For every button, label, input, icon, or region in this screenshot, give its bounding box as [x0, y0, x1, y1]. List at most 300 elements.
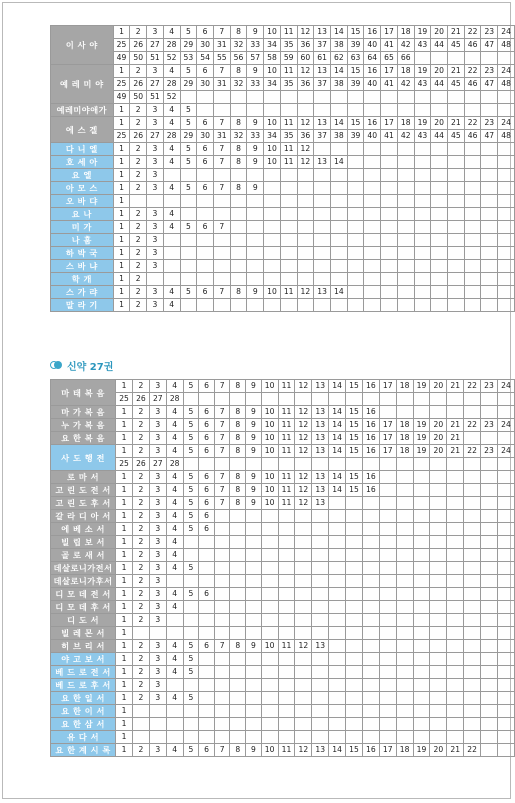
chapter-check-cell[interactable]: 2	[133, 575, 150, 588]
chapter-check-cell[interactable]: 8	[230, 380, 246, 393]
chapter-check-cell[interactable]: 13	[314, 156, 331, 169]
chapter-check-cell[interactable]: 3	[149, 744, 166, 757]
chapter-check-cell[interactable]: 5	[183, 523, 199, 536]
chapter-check-cell[interactable]: 2	[130, 299, 147, 312]
chapter-check-cell[interactable]: 19	[414, 117, 431, 130]
chapter-check-cell[interactable]: 8	[230, 484, 246, 497]
chapter-check-cell[interactable]: 2	[130, 182, 147, 195]
chapter-check-cell[interactable]: 42	[397, 130, 414, 143]
chapter-check-cell[interactable]: 11	[280, 143, 297, 156]
chapter-check-cell[interactable]: 7	[214, 380, 230, 393]
chapter-check-cell[interactable]: 3	[149, 601, 166, 614]
chapter-check-cell[interactable]: 27	[147, 39, 164, 52]
chapter-check-cell[interactable]: 10	[261, 419, 278, 432]
chapter-check-cell[interactable]: 7	[214, 445, 230, 458]
chapter-check-cell[interactable]: 1	[116, 718, 133, 731]
chapter-check-cell[interactable]: 47	[481, 78, 498, 91]
chapter-check-cell[interactable]: 19	[413, 380, 430, 393]
chapter-check-cell[interactable]: 7	[213, 182, 230, 195]
chapter-check-cell[interactable]: 14	[329, 406, 346, 419]
chapter-check-cell[interactable]: 1	[116, 575, 133, 588]
chapter-check-cell[interactable]: 38	[330, 78, 347, 91]
chapter-check-cell[interactable]: 18	[397, 117, 414, 130]
chapter-check-cell[interactable]: 20	[430, 380, 447, 393]
chapter-check-cell[interactable]: 16	[362, 484, 379, 497]
chapter-check-cell[interactable]: 1	[116, 705, 133, 718]
chapter-check-cell[interactable]: 2	[130, 26, 147, 39]
chapter-check-cell[interactable]: 22	[464, 445, 481, 458]
chapter-check-cell[interactable]: 2	[130, 104, 147, 117]
chapter-check-cell[interactable]: 1	[116, 744, 133, 757]
chapter-check-cell[interactable]: 13	[314, 26, 331, 39]
chapter-check-cell[interactable]: 9	[246, 484, 262, 497]
chapter-check-cell[interactable]: 4	[166, 653, 183, 666]
chapter-check-cell[interactable]: 4	[166, 601, 183, 614]
chapter-check-cell[interactable]: 2	[130, 247, 147, 260]
chapter-check-cell[interactable]: 31	[213, 78, 230, 91]
chapter-check-cell[interactable]: 62	[330, 52, 347, 65]
chapter-check-cell[interactable]: 8	[230, 182, 247, 195]
chapter-check-cell[interactable]: 6	[199, 419, 215, 432]
chapter-check-cell[interactable]: 1	[116, 601, 133, 614]
chapter-check-cell[interactable]: 1	[116, 536, 133, 549]
chapter-check-cell[interactable]: 2	[133, 406, 150, 419]
chapter-check-cell[interactable]: 6	[199, 380, 215, 393]
chapter-check-cell[interactable]: 7	[214, 419, 230, 432]
chapter-check-cell[interactable]: 8	[230, 286, 247, 299]
chapter-check-cell[interactable]: 1	[113, 117, 130, 130]
chapter-check-cell[interactable]: 2	[133, 380, 150, 393]
chapter-check-cell[interactable]: 21	[447, 432, 464, 445]
chapter-check-cell[interactable]: 23	[481, 26, 498, 39]
chapter-check-cell[interactable]: 11	[278, 445, 295, 458]
chapter-check-cell[interactable]: 3	[149, 432, 166, 445]
chapter-check-cell[interactable]: 48	[498, 78, 515, 91]
chapter-check-cell[interactable]: 5	[183, 562, 199, 575]
chapter-check-cell[interactable]: 4	[163, 221, 180, 234]
chapter-check-cell[interactable]: 16	[362, 419, 379, 432]
chapter-check-cell[interactable]: 5	[180, 182, 197, 195]
chapter-check-cell[interactable]: 11	[278, 432, 295, 445]
chapter-check-cell[interactable]: 3	[149, 692, 166, 705]
chapter-check-cell[interactable]: 2	[133, 471, 150, 484]
chapter-check-cell[interactable]: 14	[329, 432, 346, 445]
chapter-check-cell[interactable]: 6	[199, 744, 215, 757]
chapter-check-cell[interactable]: 2	[133, 445, 150, 458]
chapter-check-cell[interactable]: 4	[166, 549, 183, 562]
chapter-check-cell[interactable]: 22	[464, 65, 481, 78]
chapter-check-cell[interactable]: 14	[329, 419, 346, 432]
chapter-check-cell[interactable]: 4	[163, 104, 180, 117]
chapter-check-cell[interactable]: 13	[312, 497, 329, 510]
chapter-check-cell[interactable]: 5	[183, 406, 199, 419]
chapter-check-cell[interactable]: 5	[183, 692, 199, 705]
chapter-check-cell[interactable]: 12	[295, 419, 312, 432]
chapter-check-cell[interactable]: 4	[166, 445, 183, 458]
chapter-check-cell[interactable]: 5	[180, 65, 197, 78]
chapter-check-cell[interactable]: 3	[149, 523, 166, 536]
chapter-check-cell[interactable]: 4	[163, 208, 180, 221]
chapter-check-cell[interactable]: 12	[297, 65, 314, 78]
chapter-check-cell[interactable]: 14	[329, 484, 346, 497]
chapter-check-cell[interactable]: 4	[166, 666, 183, 679]
chapter-check-cell[interactable]: 44	[431, 39, 448, 52]
chapter-check-cell[interactable]: 13	[314, 286, 331, 299]
chapter-check-cell[interactable]: 2	[130, 117, 147, 130]
chapter-check-cell[interactable]: 21	[447, 744, 464, 757]
chapter-check-cell[interactable]: 15	[346, 380, 363, 393]
chapter-check-cell[interactable]: 20	[430, 744, 447, 757]
chapter-check-cell[interactable]: 25	[116, 393, 133, 406]
chapter-check-cell[interactable]: 7	[214, 497, 230, 510]
chapter-check-cell[interactable]: 3	[147, 286, 164, 299]
chapter-check-cell[interactable]: 10	[264, 156, 281, 169]
chapter-check-cell[interactable]: 1	[116, 614, 133, 627]
chapter-check-cell[interactable]: 46	[464, 130, 481, 143]
chapter-check-cell[interactable]: 33	[247, 78, 264, 91]
chapter-check-cell[interactable]: 4	[166, 419, 183, 432]
chapter-check-cell[interactable]: 3	[149, 562, 166, 575]
chapter-check-cell[interactable]: 8	[230, 65, 247, 78]
chapter-check-cell[interactable]: 3	[149, 575, 166, 588]
chapter-check-cell[interactable]: 44	[431, 78, 448, 91]
chapter-check-cell[interactable]: 4	[163, 26, 180, 39]
chapter-check-cell[interactable]: 5	[180, 286, 197, 299]
chapter-check-cell[interactable]: 4	[166, 497, 183, 510]
chapter-check-cell[interactable]: 17	[381, 117, 398, 130]
chapter-check-cell[interactable]: 2	[133, 601, 150, 614]
chapter-check-cell[interactable]: 12	[295, 484, 312, 497]
chapter-check-cell[interactable]: 3	[149, 419, 166, 432]
chapter-check-cell[interactable]: 11	[280, 117, 297, 130]
chapter-check-cell[interactable]: 7	[214, 484, 230, 497]
chapter-check-cell[interactable]: 3	[147, 169, 164, 182]
chapter-check-cell[interactable]: 21	[447, 380, 464, 393]
chapter-check-cell[interactable]: 1	[113, 182, 130, 195]
chapter-check-cell[interactable]: 13	[314, 117, 331, 130]
chapter-check-cell[interactable]: 1	[113, 26, 130, 39]
chapter-check-cell[interactable]: 7	[213, 286, 230, 299]
chapter-check-cell[interactable]: 2	[133, 523, 150, 536]
chapter-check-cell[interactable]: 10	[261, 445, 278, 458]
chapter-check-cell[interactable]: 45	[448, 130, 465, 143]
chapter-check-cell[interactable]: 50	[130, 52, 147, 65]
chapter-check-cell[interactable]: 5	[180, 26, 197, 39]
chapter-check-cell[interactable]: 10	[264, 65, 281, 78]
chapter-check-cell[interactable]: 28	[166, 458, 183, 471]
chapter-check-cell[interactable]: 20	[431, 26, 448, 39]
chapter-check-cell[interactable]: 11	[280, 65, 297, 78]
chapter-check-cell[interactable]: 26	[133, 458, 150, 471]
chapter-check-cell[interactable]: 15	[346, 406, 363, 419]
chapter-check-cell[interactable]: 1	[116, 731, 133, 744]
chapter-check-cell[interactable]: 33	[247, 130, 264, 143]
chapter-check-cell[interactable]: 5	[183, 471, 199, 484]
chapter-check-cell[interactable]: 4	[166, 471, 183, 484]
chapter-check-cell[interactable]: 66	[397, 52, 414, 65]
chapter-check-cell[interactable]: 12	[295, 471, 312, 484]
chapter-check-cell[interactable]: 2	[133, 562, 150, 575]
chapter-check-cell[interactable]: 3	[149, 484, 166, 497]
chapter-check-cell[interactable]: 22	[464, 117, 481, 130]
chapter-check-cell[interactable]: 5	[183, 640, 199, 653]
chapter-check-cell[interactable]: 11	[278, 744, 295, 757]
chapter-check-cell[interactable]: 15	[346, 419, 363, 432]
chapter-check-cell[interactable]: 8	[230, 26, 247, 39]
chapter-check-cell[interactable]: 60	[297, 52, 314, 65]
chapter-check-cell[interactable]: 2	[130, 208, 147, 221]
chapter-check-cell[interactable]: 58	[264, 52, 281, 65]
chapter-check-cell[interactable]: 17	[379, 419, 396, 432]
chapter-check-cell[interactable]: 1	[116, 562, 133, 575]
chapter-check-cell[interactable]: 3	[147, 260, 164, 273]
chapter-check-cell[interactable]: 7	[213, 143, 230, 156]
chapter-check-cell[interactable]: 6	[199, 640, 215, 653]
chapter-check-cell[interactable]: 18	[396, 432, 413, 445]
chapter-check-cell[interactable]: 5	[183, 380, 199, 393]
chapter-check-cell[interactable]: 14	[330, 65, 347, 78]
chapter-check-cell[interactable]: 7	[213, 221, 230, 234]
chapter-check-cell[interactable]: 43	[414, 78, 431, 91]
chapter-check-cell[interactable]: 16	[362, 471, 379, 484]
chapter-check-cell[interactable]: 27	[147, 78, 164, 91]
chapter-check-cell[interactable]: 6	[197, 182, 214, 195]
chapter-check-cell[interactable]: 11	[278, 497, 295, 510]
chapter-check-cell[interactable]: 5	[183, 419, 199, 432]
chapter-check-cell[interactable]: 7	[213, 26, 230, 39]
chapter-check-cell[interactable]: 2	[130, 286, 147, 299]
chapter-check-cell[interactable]: 6	[197, 221, 214, 234]
chapter-check-cell[interactable]: 4	[166, 523, 183, 536]
chapter-check-cell[interactable]: 1	[113, 169, 130, 182]
chapter-check-cell[interactable]: 25	[113, 130, 130, 143]
chapter-check-cell[interactable]: 42	[397, 78, 414, 91]
chapter-check-cell[interactable]: 23	[481, 117, 498, 130]
chapter-check-cell[interactable]: 11	[278, 640, 295, 653]
chapter-check-cell[interactable]: 3	[149, 666, 166, 679]
chapter-check-cell[interactable]: 12	[295, 406, 312, 419]
chapter-check-cell[interactable]: 21	[448, 65, 465, 78]
chapter-check-cell[interactable]: 4	[166, 562, 183, 575]
chapter-check-cell[interactable]: 9	[246, 432, 262, 445]
chapter-check-cell[interactable]: 18	[396, 445, 413, 458]
chapter-check-cell[interactable]: 19	[413, 744, 430, 757]
chapter-check-cell[interactable]: 3	[147, 221, 164, 234]
chapter-check-cell[interactable]: 21	[448, 26, 465, 39]
chapter-check-cell[interactable]: 9	[247, 26, 264, 39]
chapter-check-cell[interactable]: 49	[113, 52, 130, 65]
chapter-check-cell[interactable]: 9	[246, 471, 262, 484]
chapter-check-cell[interactable]: 32	[230, 39, 247, 52]
chapter-check-cell[interactable]: 15	[346, 445, 363, 458]
chapter-check-cell[interactable]: 10	[264, 26, 281, 39]
chapter-check-cell[interactable]: 51	[147, 52, 164, 65]
chapter-check-cell[interactable]: 52	[163, 91, 180, 104]
chapter-check-cell[interactable]: 61	[314, 52, 331, 65]
chapter-check-cell[interactable]: 3	[149, 588, 166, 601]
chapter-check-cell[interactable]: 1	[113, 299, 130, 312]
chapter-check-cell[interactable]: 2	[133, 679, 150, 692]
chapter-check-cell[interactable]: 3	[147, 247, 164, 260]
chapter-check-cell[interactable]: 9	[246, 445, 262, 458]
chapter-check-cell[interactable]: 11	[278, 419, 295, 432]
chapter-check-cell[interactable]: 26	[130, 78, 147, 91]
chapter-check-cell[interactable]: 20	[431, 65, 448, 78]
chapter-check-cell[interactable]: 46	[464, 78, 481, 91]
chapter-check-cell[interactable]: 23	[481, 445, 498, 458]
chapter-check-cell[interactable]: 8	[230, 640, 246, 653]
chapter-check-cell[interactable]: 20	[430, 419, 447, 432]
chapter-check-cell[interactable]: 37	[314, 39, 331, 52]
chapter-check-cell[interactable]: 24	[497, 445, 514, 458]
chapter-check-cell[interactable]: 18	[396, 744, 413, 757]
chapter-check-cell[interactable]: 11	[278, 471, 295, 484]
chapter-check-cell[interactable]: 42	[397, 39, 414, 52]
chapter-check-cell[interactable]: 6	[197, 65, 214, 78]
chapter-check-cell[interactable]: 12	[295, 380, 312, 393]
chapter-check-cell[interactable]: 19	[413, 445, 430, 458]
chapter-check-cell[interactable]: 3	[147, 143, 164, 156]
chapter-check-cell[interactable]: 13	[312, 406, 329, 419]
chapter-check-cell[interactable]: 2	[133, 510, 150, 523]
chapter-check-cell[interactable]: 36	[297, 39, 314, 52]
chapter-check-cell[interactable]: 1	[116, 653, 133, 666]
chapter-check-cell[interactable]: 19	[414, 65, 431, 78]
chapter-check-cell[interactable]: 9	[247, 182, 264, 195]
chapter-check-cell[interactable]: 4	[163, 117, 180, 130]
chapter-check-cell[interactable]: 3	[149, 549, 166, 562]
chapter-check-cell[interactable]: 13	[312, 484, 329, 497]
chapter-check-cell[interactable]: 8	[230, 143, 247, 156]
chapter-check-cell[interactable]: 34	[264, 39, 281, 52]
chapter-check-cell[interactable]: 28	[163, 39, 180, 52]
chapter-check-cell[interactable]: 11	[278, 484, 295, 497]
chapter-check-cell[interactable]: 40	[364, 130, 381, 143]
chapter-check-cell[interactable]: 13	[312, 471, 329, 484]
chapter-check-cell[interactable]: 3	[147, 65, 164, 78]
chapter-check-cell[interactable]: 15	[346, 432, 363, 445]
chapter-check-cell[interactable]: 16	[364, 117, 381, 130]
chapter-check-cell[interactable]: 31	[213, 130, 230, 143]
chapter-check-cell[interactable]: 48	[498, 130, 515, 143]
chapter-check-cell[interactable]: 1	[116, 380, 133, 393]
chapter-check-cell[interactable]: 4	[166, 432, 183, 445]
chapter-check-cell[interactable]: 26	[130, 39, 147, 52]
chapter-check-cell[interactable]: 55	[213, 52, 230, 65]
chapter-check-cell[interactable]: 6	[197, 156, 214, 169]
chapter-check-cell[interactable]: 23	[481, 65, 498, 78]
chapter-check-cell[interactable]: 22	[464, 26, 481, 39]
chapter-check-cell[interactable]: 7	[214, 432, 230, 445]
chapter-check-cell[interactable]: 40	[364, 78, 381, 91]
chapter-check-cell[interactable]: 8	[230, 432, 246, 445]
chapter-check-cell[interactable]: 13	[314, 65, 331, 78]
chapter-check-cell[interactable]: 9	[246, 497, 262, 510]
chapter-check-cell[interactable]: 1	[116, 419, 133, 432]
chapter-check-cell[interactable]: 1	[116, 679, 133, 692]
chapter-check-cell[interactable]: 5	[183, 588, 199, 601]
chapter-check-cell[interactable]: 29	[180, 39, 197, 52]
chapter-check-cell[interactable]: 8	[230, 117, 247, 130]
chapter-check-cell[interactable]: 17	[379, 380, 396, 393]
chapter-check-cell[interactable]: 16	[362, 744, 379, 757]
chapter-check-cell[interactable]: 47	[481, 130, 498, 143]
chapter-check-cell[interactable]: 9	[246, 380, 262, 393]
chapter-check-cell[interactable]: 17	[379, 744, 396, 757]
chapter-check-cell[interactable]: 1	[113, 260, 130, 273]
chapter-check-cell[interactable]: 2	[130, 65, 147, 78]
chapter-check-cell[interactable]: 56	[230, 52, 247, 65]
chapter-check-cell[interactable]: 6	[199, 497, 215, 510]
chapter-check-cell[interactable]: 23	[481, 380, 498, 393]
chapter-check-cell[interactable]: 36	[297, 130, 314, 143]
chapter-check-cell[interactable]: 30	[197, 130, 214, 143]
chapter-check-cell[interactable]: 9	[246, 419, 262, 432]
chapter-check-cell[interactable]: 2	[133, 588, 150, 601]
chapter-check-cell[interactable]: 39	[347, 78, 364, 91]
chapter-check-cell[interactable]: 12	[295, 640, 312, 653]
chapter-check-cell[interactable]: 35	[280, 130, 297, 143]
chapter-check-cell[interactable]: 13	[312, 744, 329, 757]
chapter-check-cell[interactable]: 24	[498, 26, 515, 39]
chapter-check-cell[interactable]: 1	[116, 692, 133, 705]
chapter-check-cell[interactable]: 14	[330, 286, 347, 299]
chapter-check-cell[interactable]: 8	[230, 445, 246, 458]
chapter-check-cell[interactable]: 9	[247, 117, 264, 130]
chapter-check-cell[interactable]: 12	[295, 497, 312, 510]
chapter-check-cell[interactable]: 3	[149, 471, 166, 484]
chapter-check-cell[interactable]: 17	[381, 65, 398, 78]
chapter-check-cell[interactable]: 11	[280, 156, 297, 169]
chapter-check-cell[interactable]: 38	[330, 130, 347, 143]
chapter-check-cell[interactable]: 19	[413, 419, 430, 432]
chapter-check-cell[interactable]: 3	[149, 445, 166, 458]
chapter-check-cell[interactable]: 5	[183, 744, 199, 757]
chapter-check-cell[interactable]: 48	[498, 39, 515, 52]
chapter-check-cell[interactable]: 38	[330, 39, 347, 52]
chapter-check-cell[interactable]: 63	[347, 52, 364, 65]
chapter-check-cell[interactable]: 3	[149, 536, 166, 549]
chapter-check-cell[interactable]: 5	[183, 484, 199, 497]
chapter-check-cell[interactable]: 12	[297, 286, 314, 299]
chapter-check-cell[interactable]: 37	[314, 78, 331, 91]
chapter-check-cell[interactable]: 6	[199, 432, 215, 445]
chapter-check-cell[interactable]: 1	[113, 273, 130, 286]
chapter-check-cell[interactable]: 1	[113, 195, 130, 208]
chapter-check-cell[interactable]: 13	[312, 640, 329, 653]
chapter-check-cell[interactable]: 15	[346, 744, 363, 757]
chapter-check-cell[interactable]: 28	[163, 78, 180, 91]
chapter-check-cell[interactable]: 2	[133, 419, 150, 432]
chapter-check-cell[interactable]: 12	[297, 117, 314, 130]
chapter-check-cell[interactable]: 23	[481, 419, 498, 432]
chapter-check-cell[interactable]: 1	[113, 143, 130, 156]
chapter-check-cell[interactable]: 2	[133, 653, 150, 666]
chapter-check-cell[interactable]: 21	[447, 419, 464, 432]
chapter-check-cell[interactable]: 12	[297, 26, 314, 39]
chapter-check-cell[interactable]: 2	[130, 221, 147, 234]
chapter-check-cell[interactable]: 4	[166, 380, 183, 393]
chapter-check-cell[interactable]: 10	[264, 117, 281, 130]
chapter-check-cell[interactable]: 10	[261, 432, 278, 445]
chapter-check-cell[interactable]: 41	[381, 78, 398, 91]
chapter-check-cell[interactable]: 5	[180, 104, 197, 117]
chapter-check-cell[interactable]: 2	[130, 234, 147, 247]
chapter-check-cell[interactable]: 12	[297, 143, 314, 156]
chapter-check-cell[interactable]: 12	[295, 432, 312, 445]
chapter-check-cell[interactable]: 1	[116, 497, 133, 510]
chapter-check-cell[interactable]: 15	[346, 484, 363, 497]
